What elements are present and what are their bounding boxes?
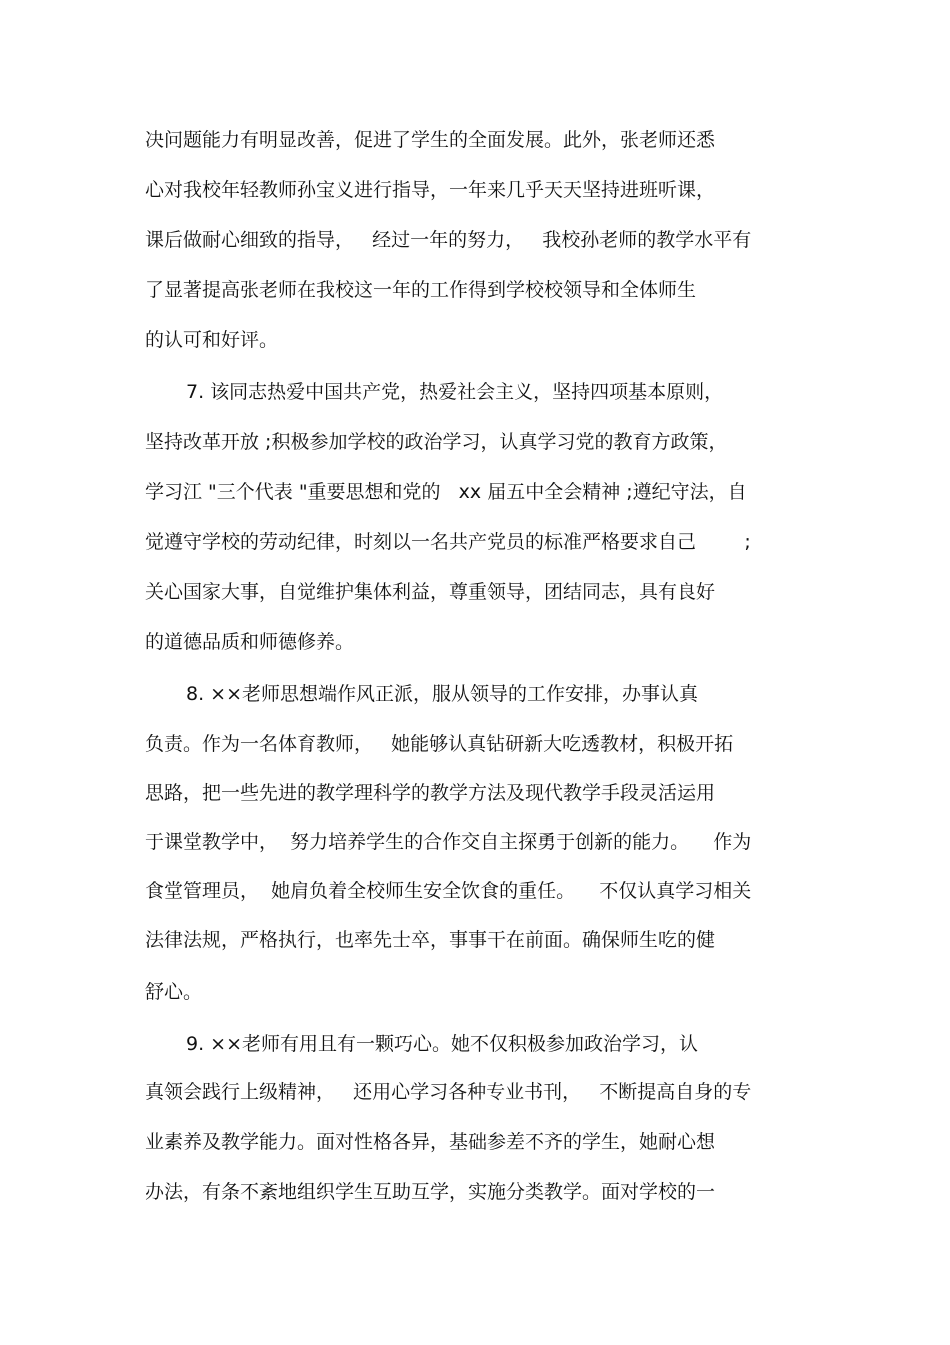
paragraph-8-first-line: 8. ××老师思想端作风正派，服从领导的工作安排，办事认真 [186, 683, 699, 705]
text-line: 思路，把一些先进的教学理科学的教学方法及现代教学手段灵活运用 [145, 782, 716, 804]
text-line: 的道德品质和师德修养。 [145, 631, 355, 653]
text-line: 业素养及教学能力。面对性格各异，基础参差不齐的学生，她耐心想 [145, 1131, 716, 1153]
text-line: 心对我校年轻教师孙宝义进行指导，一年来几乎天天坚持进班听课， [145, 179, 716, 201]
text-line: 了显著提高张老师在我校这一年的工作得到学校校领导和全体师生 [145, 279, 697, 301]
text-line: 的认可和好评。 [145, 329, 279, 351]
text-line: 办法，有条不紊地组织学生互助互学，实施分类教学。面对学校的一 [145, 1181, 716, 1203]
text-line: 负责。作为一名体育教师， 她能够认真钻研新大吃透教材，积极开拓 [145, 733, 734, 755]
text-line: 学习江 "三个代表 "重要思想和党的 xx 届五中全会精神 ;遵纪守法，自 [145, 481, 747, 503]
paragraph-9-first-line: 9. ××老师有用且有一颗巧心。她不仅积极参加政治学习，认 [186, 1033, 699, 1055]
text-line: 法律法规，严格执行，也率先士卒，事事干在前面。确保师生吃的健 [145, 929, 716, 951]
text-line: 决问题能力有明显改善，促进了学生的全面发展。此外，张老师还悉 [145, 129, 716, 151]
text-line: 舒心。 [145, 981, 203, 1003]
text-line: 真领会践行上级精神， 还用心学习各种专业书刊， 不断提高自身的专 [145, 1081, 752, 1103]
paragraph-7-first-line: 7. 该同志热爱中国共产党，热爱社会主义，坚持四项基本原则， [186, 381, 724, 403]
text-line: 于课堂教学中， 努力培养学生的合作交自主探勇于创新的能力。 作为 [145, 831, 752, 853]
text-line: 坚持改革开放 ;积极参加学校的政治学习，认真学习党的教育方政策， [145, 431, 728, 453]
text-line: 食堂管理员， 她肩负着全校师生安全饮食的重任。 不仅认真学习相关 [145, 880, 752, 902]
text-line: 课后做耐心细致的指导， 经过一年的努力， 我校孙老师的教学水平有 [145, 229, 752, 251]
text-line: 关心国家大事，自觉维护集体利益，尊重领导，团结同志，具有良好 [145, 581, 716, 603]
text-line: 觉遵守学校的劳动纪律，时刻以一名共产党员的标准严格要求自己 ; [145, 531, 751, 553]
